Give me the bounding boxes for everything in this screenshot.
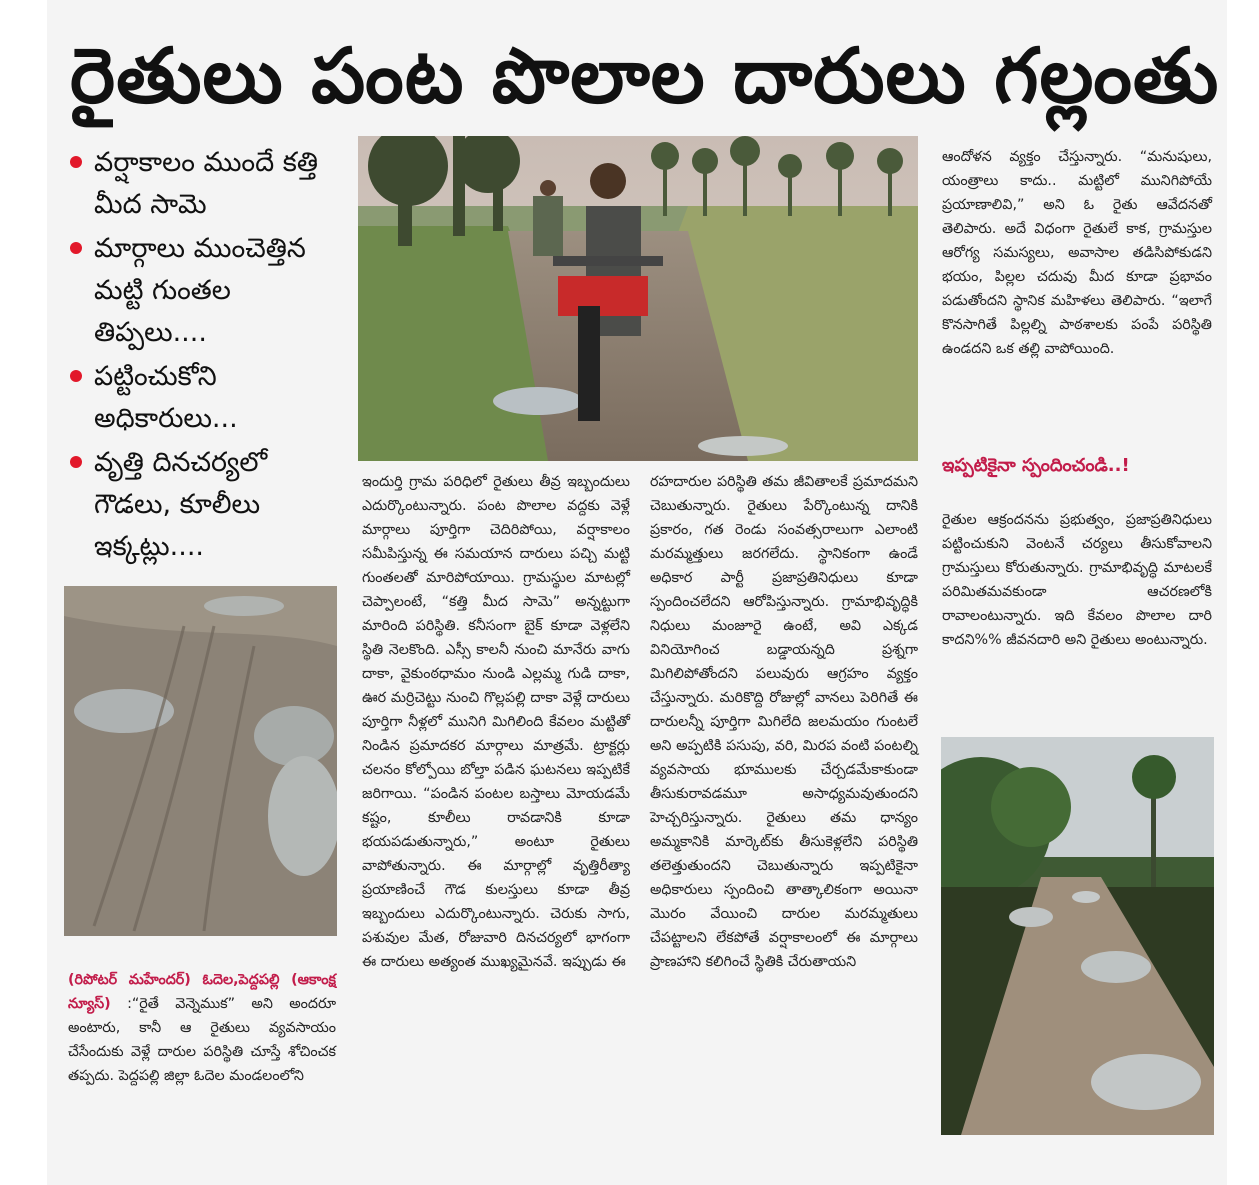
- red-bullet-icon: [70, 370, 82, 382]
- column-text: :“రైతే వెన్నెముక” అని అందరూ అంటారు, కానీ ఆ రైతులు వ్యవసాయం చేసేందుకు వెళ్లే దారుల పరిస్థితి చూస్తే శోచించక తప్పదు. పెద్దపల్లి జిల్లా ఓదెల మండలంలోని: [68, 996, 337, 1084]
- highlight-item: పట్టించుకోని అధికారులు...: [68, 356, 338, 440]
- byline: (రిపోటర్ మహేందర్) ఓదెల,పెద్దపల్లి (ఆకాంక్ష న్యూస్): [68, 972, 336, 1012]
- article-column-1: [68, 968, 336, 1088]
- highlight-item: వర్షాకాలం ముందే కత్తి మీద సామె: [68, 142, 338, 226]
- muddy-road-closeup-photo: [64, 586, 337, 936]
- article-column-2: ఇందుర్తి గ్రామ పరిధిలో రైతులు తీవ్ర ఇబ్బందులు ఎదుర్కొంటున్నారు. పంట పొలాల వద్దకు వెళ్లే మార్గాలు పూర్తిగా చెదిరిపోయి, వర్షాకాలం సమీపిస్తున్న ఈ సమయాన దారులు పచ్చి మట్టి గుంతలతో మారిపోయాయి. గ్రామస్థుల మాటల్లో చెప్పాలంటే, “కత్తి మీద సామె” అన్నట్టుగా మారింది పరిస్థితి. కనీసంగా బైక్ కూడా వెళ్లలేని స్థితి నెలకొంది. ఎస్సీ కాలనీ నుంచి మానేరు వాగు దాకా, వైకుంఠధామం నుండి ఎల్లమ్మ గుడి దాకా, ఊర మర్రిచెట్టు నుంచి గొల్లపల్లి దాకా వెళ్లే దారులు పూర్తిగా నీళ్లలో మునిగి మిగిలింది కేవలం మట్టితో నిండిన ప్రమాదకర మార్గాలు మాత్రమే. ట్రాక్టర్లు చలనం కోల్పోయి బోల్తా పడిన ఘటనలు ఇప్పటికే జరిగాయి. “పండిన పంటల బస్తాలు మోయడమే కష్టం, కూలీలు రావడానికి కూడా భయపడుతున్నారు,” అంటూ రైతులు వాపోతున్నారు. ఈ మార్గాల్లో వృత్తిరీత్యా ప్రయాణించే గౌడ కులస్తులు కూడా తీవ్ర ఇబ్బందులు ఎదుర్కొంటున్నారు. చెరుకు సాగు, పశువుల మేత, రోజువారి దినచర్యలో భాగంగా ఈ దారులు అత్యంత ముఖ్యమైనవే. ఇప్పుడు ఈ: [362, 474, 630, 970]
- article-column-4-top: ఆందోళన వ్యక్తం చేస్తున్నారు. “మనుషులు, యంత్రాలు కాదు.. మట్టిలో మునిగిపోయే ప్రయాణాలివి,” అని ఓ రైతు ఆవేదనతో తెలిపారు. అదే విధంగా రైతులే కాక, గ్రామస్తుల ఆరోగ్య సమస్యలు, అవాసాల తడిసిపోకుడని భయం, పిల్లల చదువు మీద కూడా ప్రభావం పడుతోందని స్థానిక మహిళలు తెలిపారు. “ఇలాగే కొనసాగితే పిల్లల్ని పాఠశాలకు పంపే పరిస్థితి ఉండదని ఒక తల్లి వాపోయింది.: [942, 149, 1212, 357]
- highlight-item: వృత్తి దినచర్యలో గౌడలు, కూలీలు ఇక్కట్లు....: [68, 442, 338, 568]
- red-bullet-icon: [70, 242, 82, 254]
- red-bullet-icon: [70, 156, 82, 168]
- sub-headline: ఇప్పటికైనా స్పందించండి..!: [942, 455, 1130, 476]
- headline: రైతులు పంట పొలాల దారులు గల్లంతు: [70, 31, 1220, 120]
- man-on-motorcycle-muddy-road-photo: [358, 136, 918, 461]
- red-bullet-icon: [70, 456, 82, 468]
- article-column-4-bottom: రైతుల ఆక్రందనను ప్రభుత్వం, ప్రజాప్రతినిధులు పట్టించుకుని వెంటనే చర్యలు తీసుకోవాలని గ్రామస్తులు కోరుతున్నారు. గ్రామాభివృద్ధి మాటలకే పరిమితమవకుండా ఆచరణలోకి రావాలంటున్నారు. ఇది కేవలం పొలాల దారి కాదని%% జీవనదారి అని రైతులు అంటున్నారు.: [942, 512, 1212, 648]
- article-column-3: రహదారుల పరిస్థితి తమ జీవితాలకే ప్రమాదమని చెబుతున్నారు. రైతులు పేర్కొంటున్న దానికి ప్రకారం, గత రెండు సంవత్సరాలుగా ఎలాంటి మరమ్మత్తులు జరగలేదు. స్థానికంగా ఉండే అధికార పార్టీ ప్రజాప్రతినిధులు కూడా స్పందించలేదని ఆరోపిస్తున్నారు. గ్రామాభివృద్ధికి నిధులు మంజూరై ఉంటే, అవి ఎక్కడ వినియోగించ బడ్డాయన్నది ప్రశ్నగా మిగిలిపోతోందని పలువురు ఆగ్రహం వ్యక్తం చేస్తున్నారు. మరికొద్ది రోజుల్లో వానలు పెరిగితే ఈ దారులన్నీ పూర్తిగా మిగిలేది జలమయం గుంటలే అని అప్పటికి పసుపు, వరి, మిరప వంటి పంటల్ని వ్యవసాయ భూములకు చేర్చడమేకాకుండా తీసుకురావడమూ అసాధ్యమవుతుందని హెచ్చరిస్తున్నారు. రైతులు తమ ధాన్యం అమ్మకానికి మార్కెట్‌కు తీసుకెళ్లలేని పరిస్థితి తలెత్తుతుందని చెబుతున్నారు ఇప్పటికైనా అధికారులు స్పందించి తాత్కాలికంగా అయినా మొరం వేయించి దారుల మరమ్మతులు చేపట్టాలని లేకపోతే వర్షాకాలంలో ఈ మార్గాలు ప్రాణహాని కలిగించే స్థితికి చేరుతాయని: [650, 474, 918, 970]
- waterlogged-field-road-photo: [941, 737, 1214, 1135]
- highlights-list: [68, 142, 338, 570]
- highlight-item: మార్గాలు ముంచెత్తిన మట్టి గుంతల తిప్పలు....: [68, 228, 338, 354]
